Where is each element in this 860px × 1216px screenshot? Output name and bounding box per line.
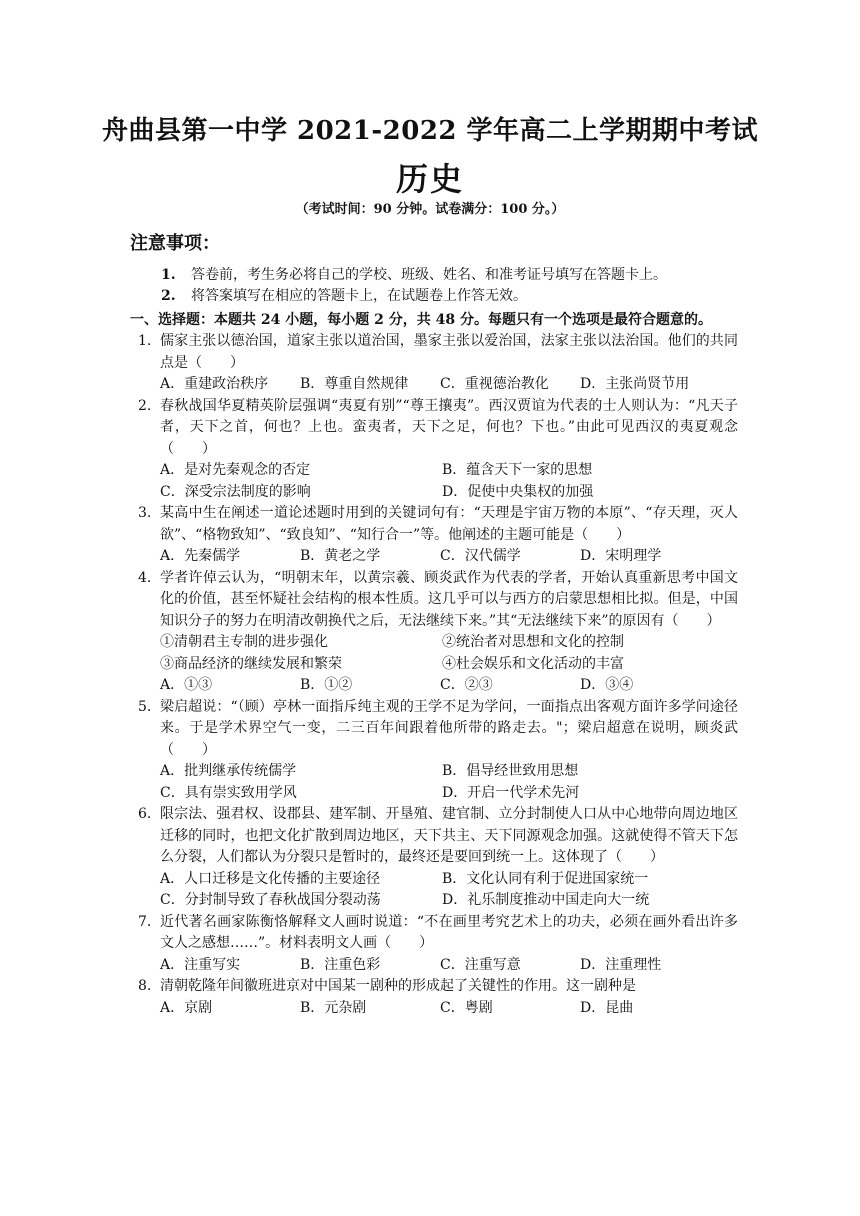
exam-info: （考试时间：90 分钟。试卷满分：100 分。） xyxy=(295,202,565,217)
notice-list xyxy=(161,264,761,306)
question-2 xyxy=(138,396,738,504)
option-row xyxy=(160,869,738,891)
option-a: A．人口迁移是文化传播的主要途径 xyxy=(160,870,381,887)
option-b: B．注重色彩 xyxy=(300,956,381,973)
question-list xyxy=(138,331,738,1019)
exam-title: 舟曲县第一中学 2021-2022 学年高二上学期期中考试 xyxy=(101,116,759,146)
option-a: A．京剧 xyxy=(160,999,213,1016)
question-number: 3. xyxy=(138,505,152,521)
option-row xyxy=(160,761,738,783)
option-d: D．③④ xyxy=(580,677,634,693)
question-number: 4. xyxy=(138,569,152,586)
notice-text: 将答案填写在相应的答题卡上，在试题卷上作答无效。 xyxy=(191,288,527,304)
question-stem: 梁启超说：“（顾）亭林一面指斥纯主观的王学不足为学问，一面指点出客观方面许多学问途径来。于是学术界空气一变，二三百年间跟着他所带的路走去。"；梁启超意在说明，顾炎武（ ） xyxy=(160,698,738,758)
option-a: A．是对先秦观念的否定 xyxy=(160,462,311,478)
question-number: 2. xyxy=(138,397,152,414)
question-number: 6. xyxy=(138,806,152,822)
option-a: A．先秦儒学 xyxy=(160,548,241,564)
section-heading: 一、选择题：本题共 24 小题，每小题 2 分，共 48 分。每题只有一个选项是最符合题意的。 xyxy=(130,312,712,328)
statement-3: ③商品经济的继续发展和繁荣 xyxy=(160,655,342,672)
question-number: 5. xyxy=(138,698,152,715)
notice-number: 1. xyxy=(161,267,176,283)
question-stem: 春秋战国华夏精英阶层强调“夷夏有别”“尊王攘夷”。西汉贾谊为代表的士人则认为：“凡天子者，天下之首，何也？上也。蛮夷者，天下之足，何也？下也。”由此可见西汉的夷夏观念（ ） xyxy=(160,397,738,457)
option-a: A．注重写实 xyxy=(160,956,241,973)
option-b: B．尊重自然规律 xyxy=(300,376,409,392)
question-3 xyxy=(138,503,738,568)
option-row xyxy=(160,546,738,568)
option-d: D．礼乐制度推动中国走向大一统 xyxy=(442,892,650,908)
question-6 xyxy=(138,804,738,912)
option-c: C．粤剧 xyxy=(440,999,493,1016)
option-b: B．黄老之学 xyxy=(300,548,381,564)
option-row xyxy=(160,955,738,977)
notice-heading: 注意事项： xyxy=(130,233,220,254)
option-c: C．注重写意 xyxy=(440,956,521,973)
option-row xyxy=(160,890,738,912)
question-number: 1. xyxy=(138,333,152,349)
option-row xyxy=(160,482,738,504)
option-c: C．②③ xyxy=(440,677,493,693)
option-row xyxy=(160,460,738,482)
question-stem: 近代著名画家陈衡恪解释文人画时说道：“不在画里考究艺术上的功夫，必须在画外看出许多文人之感想……”。材料表明文人画（ ） xyxy=(160,913,738,951)
question-stem: 学者许倬云认为，“明朝末年，以黄宗羲、顾炎武作为代表的学者，开始认真重新思考中国文化的价值，甚至怀疑社会结构的根本性质。这几乎可以与西方的启蒙思想相比拟。但是，中国知识分子的努力在明清改朝换代之后，无法继续下来。”其“无法继续下来”的原因有（ ） xyxy=(160,569,738,629)
option-d: D．促使中央集权的加强 xyxy=(442,483,594,500)
option-d: D．注重理性 xyxy=(580,956,662,973)
statement-4: ④杜会娱乐和文化活动的丰富 xyxy=(442,655,624,672)
option-c: C．汉代儒学 xyxy=(440,548,521,564)
option-b: B．元杂剧 xyxy=(300,999,367,1016)
option-row xyxy=(160,374,738,396)
option-row xyxy=(160,783,738,805)
statement-row xyxy=(160,654,738,676)
question-4 xyxy=(138,568,738,697)
question-5 xyxy=(138,697,738,805)
option-d: D．开启一代学术先河 xyxy=(442,784,580,801)
question-stem: 限宗法、强君权、设郡县、建军制、开垦殖、建官制、立分封制使人口从中心地带向周边地区迁移的同时，也把文化扩散到周边地区，天下共主、天下同源观念加强。这就使得不管天下怎么分裂，人们都认为分裂只是暂时的，最终还是要回到统一上。这体现了（ ） xyxy=(160,806,738,865)
option-b: B．蕴含天下一家的思想 xyxy=(442,462,593,478)
option-c: C．分封制导致了春秋战国分裂动荡 xyxy=(160,892,381,908)
question-number: 7. xyxy=(138,913,152,930)
question-stem: 儒家主张以德治国，道家主张以道治国，墨家主张以爱治国，法家主张以法治国。他们的共同点是（ ） xyxy=(160,333,738,371)
option-row xyxy=(160,675,738,697)
question-number: 8. xyxy=(138,978,152,994)
question-7 xyxy=(138,912,738,977)
option-a: A．重建政治秩序 xyxy=(160,376,269,392)
option-c: C．具有崇实致用学风 xyxy=(160,784,297,801)
option-d: D．昆曲 xyxy=(580,999,634,1016)
option-d: D．宋明理学 xyxy=(580,548,662,564)
statement-2: ②统治者对思想和文化的控制 xyxy=(442,634,624,650)
statement-row xyxy=(160,632,738,654)
option-b: B．倡导经世致用思想 xyxy=(442,763,579,779)
notice-item xyxy=(161,285,761,306)
option-row xyxy=(160,998,738,1020)
question-1 xyxy=(138,331,738,396)
option-b: B．文化认同有利于促进国家统一 xyxy=(442,870,649,887)
option-b: B．①② xyxy=(300,677,353,693)
option-a: A．批判继承传统儒学 xyxy=(160,763,297,779)
option-c: C．重视德治教化 xyxy=(440,376,549,392)
question-stem: 清朝乾隆年间徽班进京对中国某一剧种的形成起了关键性的作用。这一剧种是 xyxy=(160,978,636,994)
notice-text: 答卷前，考生务必将自己的学校、班级、姓名、和准考证号填写在答题卡上。 xyxy=(191,267,667,283)
notice-item xyxy=(161,264,761,285)
statement-1: ①清朝君主专制的进步强化 xyxy=(160,634,328,650)
option-c: C．深受宗法制度的影响 xyxy=(160,483,311,500)
question-8 xyxy=(138,976,738,1019)
option-d: D．主张尚贤节用 xyxy=(580,376,690,392)
subject-title: 历史 xyxy=(395,160,464,198)
question-stem: 某高中生在阐述一道论述题时用到的关键词句有：“天理是宇宙万物的本原”、“存天理，灭人欲”、“格物致知”、“致良知”、“知行合一”等。他阐述的主题可能是（ ） xyxy=(160,505,738,543)
notice-number: 2. xyxy=(161,288,176,304)
option-a: A．①③ xyxy=(160,677,213,693)
